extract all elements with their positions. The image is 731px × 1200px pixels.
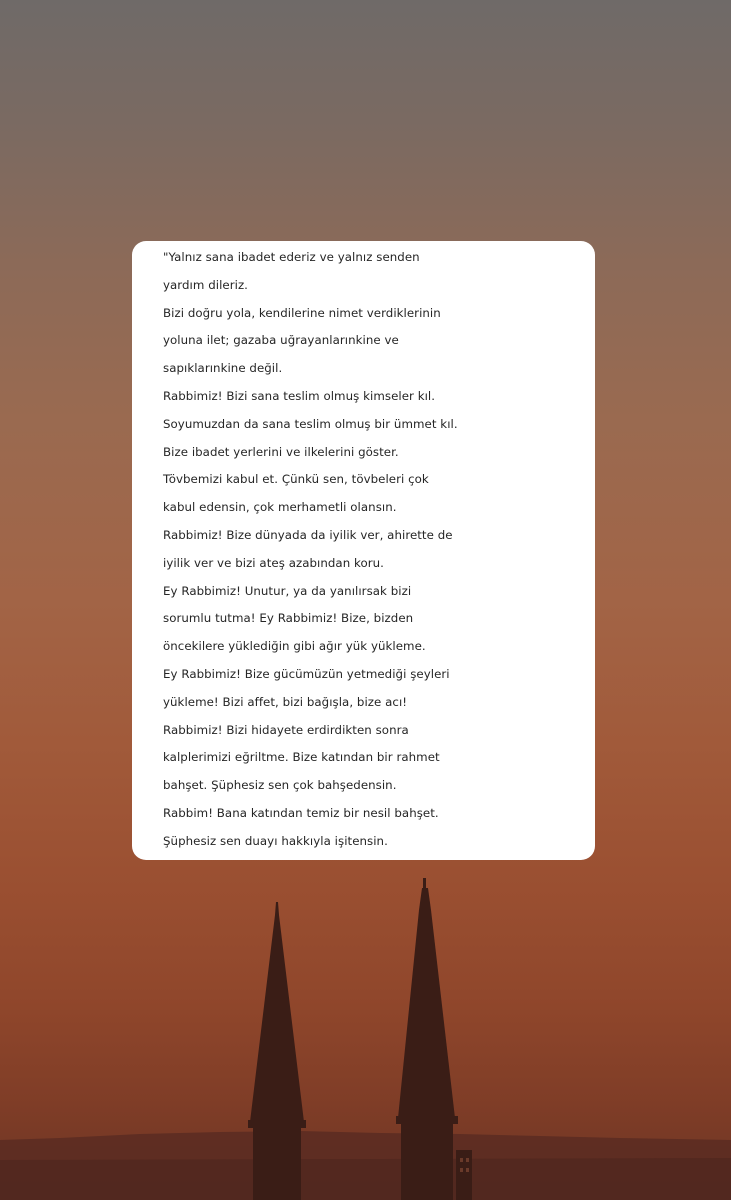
text-line: Soyumuzdan da sana teslim olmuş bir ümmet kıl.	[163, 416, 458, 431]
text-line: Ey Rabbimiz! Bize gücümüzün yetmediği şeyleri	[163, 666, 450, 681]
text-line: sapıklarınkine değil.	[163, 361, 283, 376]
text-line: kabul edensin, çok merhametli olansın.	[163, 500, 397, 515]
text-line: bahşet. Şüphesiz sen çok bahşedensin.	[163, 778, 397, 793]
text-line: yardım dileriz.	[163, 277, 248, 292]
text-line: öncekilere yüklediğin gibi ağır yük yükleme.	[163, 639, 426, 654]
text-line: sorumlu tutma! Ey Rabbimiz! Bize, bizden	[163, 611, 414, 626]
text-line: kalplerimizi eğriltme. Bize katından bir rahmet	[163, 750, 440, 765]
right-minaret	[396, 878, 472, 1200]
text-line: "Yalnız sana ibadet ederiz ve yalnız senden	[163, 250, 420, 264]
text-line: Rabbimiz! Bizi sana teslim olmuş kimseler kıl.	[163, 388, 436, 403]
text-line: yükleme! Bizi affet, bizi bağışla, bize acı!	[163, 694, 408, 709]
text-line: yoluna ilet; gazaba uğrayanlarınkine ve	[163, 333, 399, 348]
text-line: Bizi doğru yola, kendilerine nimet verdiklerinin	[163, 305, 441, 320]
text-line: iyilik ver ve bizi ateş azabından koru.	[163, 555, 384, 570]
text-card	[132, 241, 595, 860]
text-line: Rabbimiz! Bizi hidayete erdirdikten sonra	[163, 722, 409, 737]
text-line: Şüphesiz sen duayı hakkıyla işitensin.	[163, 833, 388, 848]
text-line: Bize ibadet yerlerini ve ilkelerini göster.	[163, 444, 399, 459]
text-line: Rabbim! Bana katından temiz bir nesil bahşet.	[163, 805, 439, 820]
left-minaret	[248, 902, 306, 1200]
text-line: Ey Rabbimiz! Unutur, ya da yanılırsak bizi	[163, 583, 412, 598]
text-line: Tövbemizi kabul et. Çünkü sen, tövbeleri çok	[163, 472, 429, 487]
text-line: Rabbimiz! Bize dünyada da iyilik ver, ahirette de	[163, 527, 453, 542]
